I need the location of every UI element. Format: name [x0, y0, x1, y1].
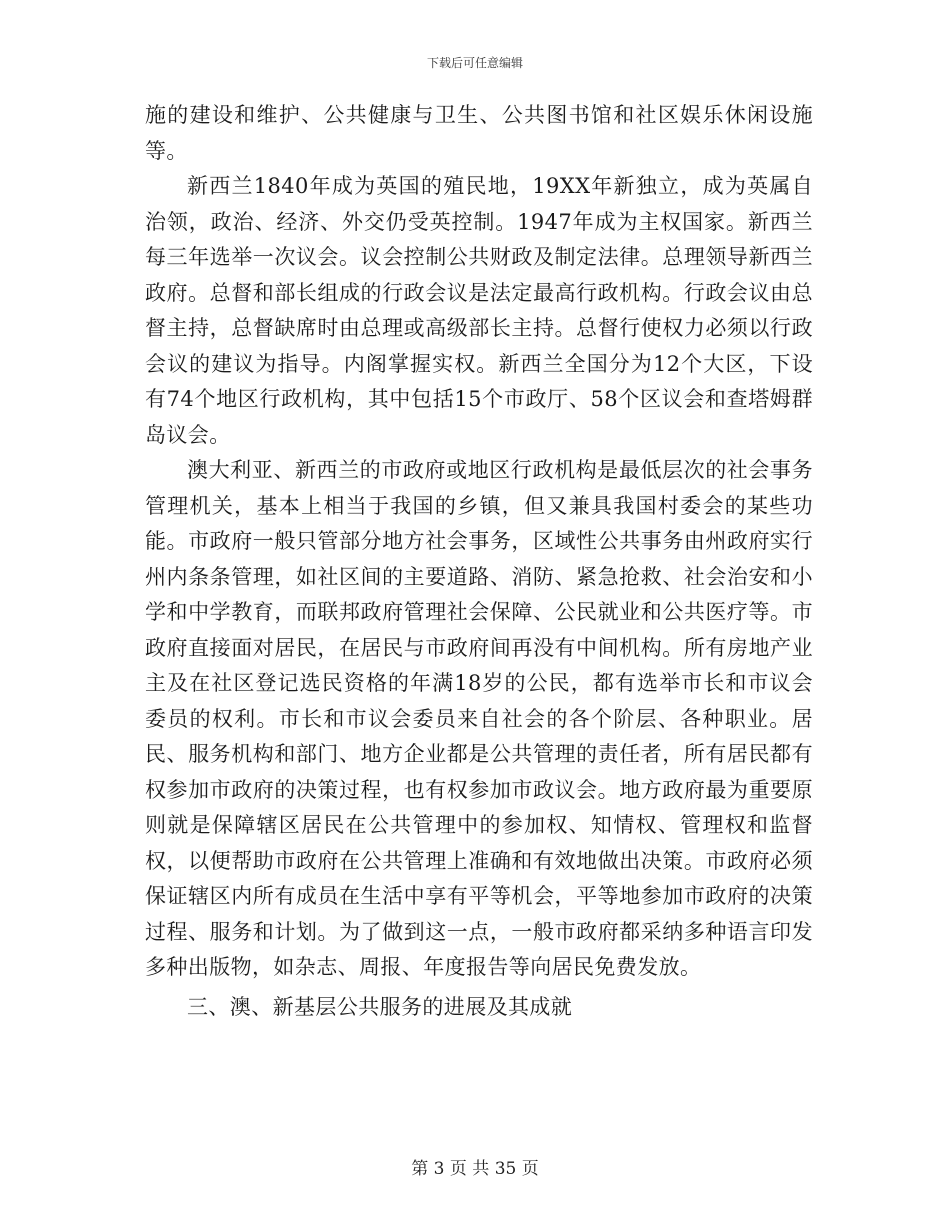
- paragraph-continuation: 施的建设和维护、公共健康与卫生、公共图书馆和社区娱乐休闲设施等。: [145, 103, 813, 163]
- document-body: [145, 98, 813, 1025]
- page-header: 下载后可任意编辑: [426, 56, 523, 70]
- section-heading: 三、澳、新基层公共服务的进展及其成就: [187, 994, 573, 1019]
- page-number-footer: 第 3 页 共 35 页: [411, 1159, 539, 1179]
- paragraph-municipal-government: 澳大利亚、新西兰的市政府或地区行政机构是最低层次的社会事务管理机关，基本上相当于我国的乡镇，但又兼具我国村委会的某些功能。市政府一般只管部分地方社会事务，区域性公共事务由州政府实行州内条条管理，如社区间的主要道路、消防、紧急抢救、社会治安和小学和中学教育，而联邦政府管理社会保障、公民就业和公共医疗等。市政府直接面对居民，在居民与市政府间再没有中间机构。所有房地产业主及在社区登记选民资格的年满18岁的公民，都有选举市长和市议会委员的权利。市长和市议会委员来自社会的各个阶层、各种职业。居民、服务机构和部门、地方企业都是公共管理的责任者，所有居民都有权参加市政府的决策过程，也有权参加市政议会。地方政府最为重要原则就是保障辖区居民在公共管理中的参加权、知情权、管理权和监督权，以便帮助市政府在公共管理上准确和有效地做出决策。市政府必须保证辖区内所有成员在生活中享有平等机会，平等地参加市政府的决策过程、服务和计划。为了做到这一点，一般市政府都采纳多种语言印发多种出版物，如杂志、周报、年度报告等向居民免费发放。: [145, 458, 813, 979]
- paragraph-new-zealand-government: 新西兰1840年成为英国的殖民地，19XX年新独立，成为英属自治领，政治、经济、外交仍受英控制。1947年成为主权国家。新西兰每三年选举一次议会。议会控制公共财政及制定法律。总理领导新西兰政府。总督和部长组成的行政会议是法定最高行政机构。行政会议由总督主持，总督缺席时由总理或高级部长主持。总督行使权力必须以行政会议的建议为指导。内阁掌握实权。新西兰全国分为12个大区，下设有74个地区行政机构，其中包括15个市政厅、58个区议会和查塔姆群岛议会。: [145, 174, 813, 447]
